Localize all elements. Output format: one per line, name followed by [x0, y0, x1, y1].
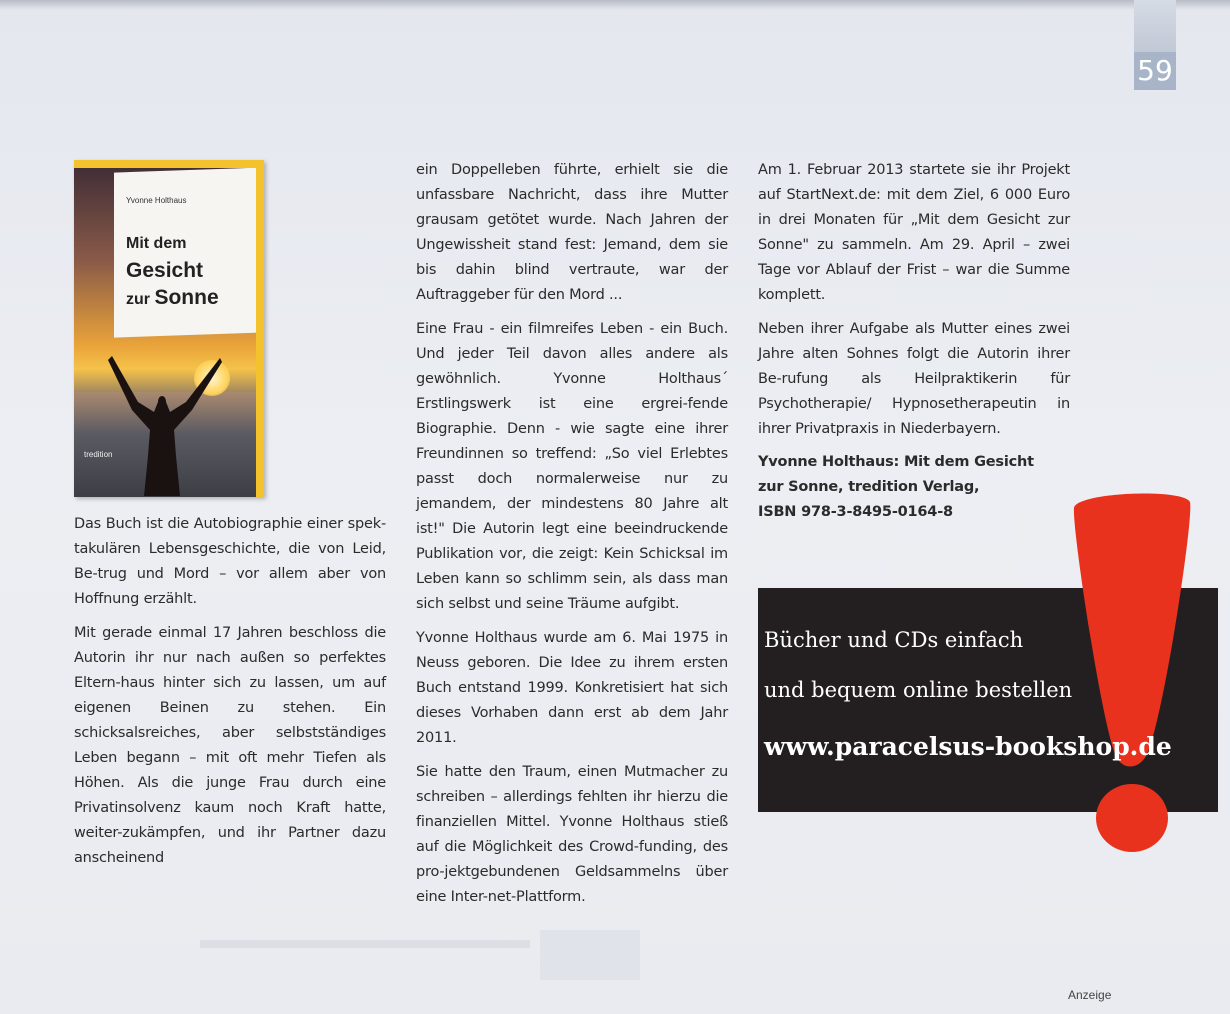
- article-column-3: [758, 158, 1070, 534]
- bleed-through-line: [200, 940, 530, 948]
- book-title-line3-a: zur: [126, 291, 155, 308]
- page-tab: [1134, 0, 1176, 52]
- ad-caption: Anzeige: [1068, 988, 1112, 1002]
- book-credit: [758, 450, 1070, 525]
- book-publisher: tredition: [84, 450, 113, 459]
- book-title-line3: [126, 284, 219, 313]
- book-author: Yvonne Holthaus: [126, 196, 187, 205]
- page-number: 59: [1134, 52, 1176, 90]
- paragraph: Eine Frau - ein filmreifes Leben - ein Buch. Und jeder Teil davon alles andere als gewöhnlich. Yvonne Holthaus´ Erstlingswerk ist eine ergrei-fende Biographie. Denn - wie sagte eine ihrer Freundinnen so treffend: „So viel Erlebtes passt doch normalerweise nur zu jemandem, der mindestens 80 Jahre alt ist!" Die Autorin legt eine beeindruckende Publikation vor, die zeigt: Kein Schicksal im Leben kann so schlimm sein, als dass man sich selbst und seine Träume aufgibt.: [416, 321, 728, 612]
- ad-line-2: und bequem online bestellen: [764, 678, 1073, 702]
- book-cover: [74, 160, 264, 497]
- ad-url-link[interactable]: www.paracelsus-bookshop.de: [764, 732, 1172, 761]
- paragraph: Yvonne Holthaus wurde am 6. Mai 1975 in Neuss geboren. Die Idee zu ihrem ersten Buch entstand 1999. Konkretisiert hat sich dieses Vorhaben dann erst ab dem Jahr 2011.: [416, 630, 728, 746]
- book-title: [126, 230, 219, 313]
- paragraph: Am 1. Februar 2013 startete sie ihr Projekt auf StartNext.de: mit dem Ziel, 6 000 Euro in drei Monaten für „Mit dem Gesicht zur Sonne" zu sammeln. Am 29. April – zwei Tage vor Ablauf der Frist – war die Summe komplett.: [758, 162, 1070, 303]
- paragraph: Neben ihrer Aufgabe als Mutter eines zwei Jahre alten Sohnes folgt die Autorin ihrer Be-rufung als Heilpraktikerin für Psychotherapie/ Hypnosetherapeutin in ihrer Privatpraxis in Niederbayern.: [758, 321, 1070, 437]
- ad-line-1: Bücher und CDs einfach: [764, 628, 1024, 652]
- credit-line: Yvonne Holthaus: Mit dem Gesicht: [758, 454, 1034, 470]
- exclamation-mark-icon: [1066, 488, 1194, 856]
- paragraph: ein Doppelleben führte, erhielt sie die unfassbare Nachricht, dass ihre Mutter grausam getötet wurde. Nach Jahren der Ungewissheit stand fest: Jemand, dem sie bis dahin blind vertraute, war der Auftraggeber für den Mord ...: [416, 162, 728, 303]
- top-strip: [0, 0, 1230, 10]
- paragraph: Das Buch ist die Autobiographie einer spek-takulären Lebensgeschichte, die von Leid, Be-trug und Mord – vor allem aber von Hoffnung erzählt.: [74, 516, 386, 607]
- book-title-line1: Mit dem: [126, 235, 187, 252]
- book-title-line3-b: Sonne: [154, 286, 219, 309]
- book-title-line2: Gesicht: [126, 259, 204, 282]
- paragraph: Sie hatte den Traum, einen Mutmacher zu schreiben – allerdings fehlten ihr hierzu die finanziellen Mittel. Yvonne Holthaus stieß auf die Möglichkeit des Crowd-funding, des pro-jektgebundenen Geldsammelns über eine Inter-net-Plattform.: [416, 764, 728, 905]
- book-spine-accent: [256, 160, 264, 497]
- article-column-1: [74, 512, 386, 880]
- book-top-edge: [74, 160, 264, 168]
- bleed-through-block: [540, 930, 640, 980]
- paragraph: Mit gerade einmal 17 Jahren beschloss die Autorin ihr nur nach außen so perfektes Eltern-haus hinter sich zu lassen, um auf eigenen Beinen zu stehen. Ein schicksalsreiches, aber selbstständiges Leben begann – mit oft mehr Tiefen als Höhen. Als die junge Frau durch eine Privatinsolvenz kaum noch Kraft hatte, weiter-zukämpfen, und ihr Partner dazu anscheinend: [74, 625, 386, 866]
- credit-line: ISBN 978-3-8495-0164-8: [758, 504, 953, 520]
- silhouette-figure-icon: [102, 356, 222, 496]
- credit-line: zur Sonne, tredition Verlag,: [758, 479, 980, 495]
- article-column-2: [416, 158, 728, 919]
